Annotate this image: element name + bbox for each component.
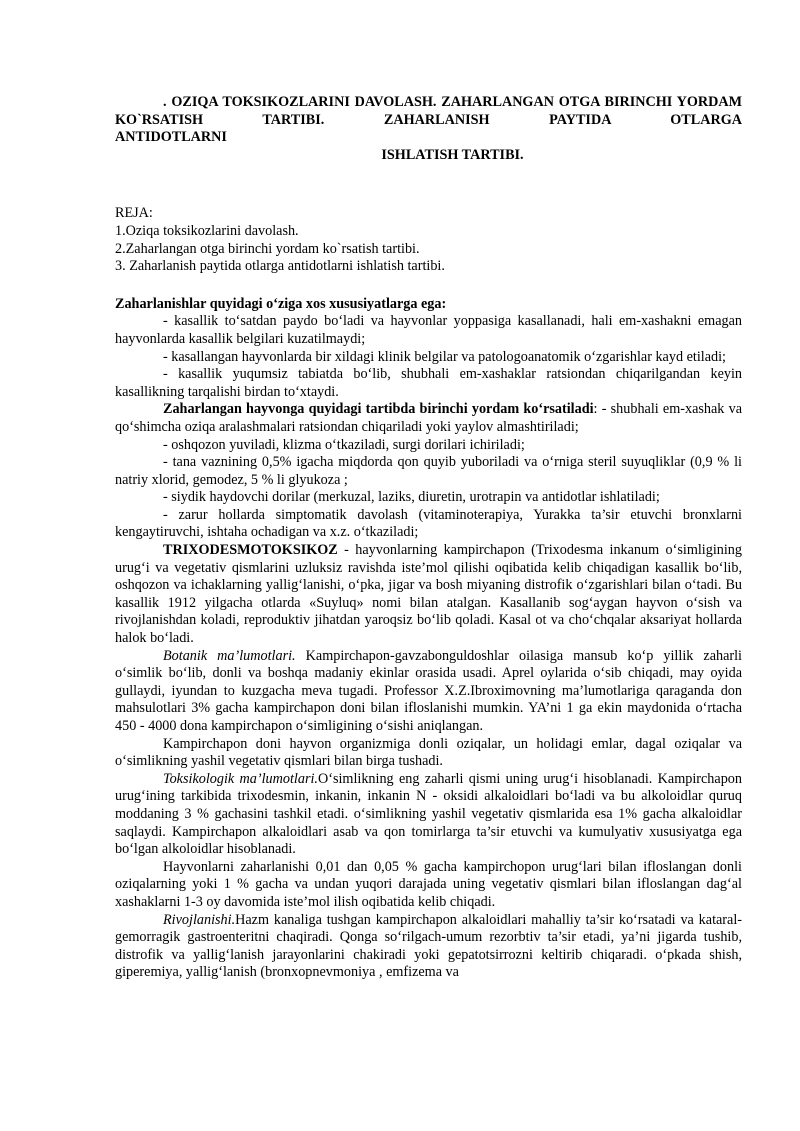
plan-item: 3. Zaharlanish paytida otlarga antidotlarni ishlatish tartibi. bbox=[115, 258, 445, 275]
toxicology-paragraph bbox=[115, 771, 742, 859]
document-title-line2: ANTIDOTLARNI bbox=[115, 129, 227, 146]
document-page bbox=[115, 94, 742, 982]
toxicology-text: O‘simlikning eng zaharli qismi uning urug‘i hisoblanadi. Kampirchapon urug‘ining tarkibida trixodesmin, inkanin, inkanin N - oksidi alkaloidlari bo‘ladi va bu alkoloidlar quruq moddaning 3 % gachasini tashkil etadi. o‘simlikning yashil vegetativ qismlarida esa 1% gacha alkaloidlar saqlaydi. Kampirchapon alkaloidlari asab va qon tomirlarga ta’sir etuvchi va kumulyativ xususiyatga ega bo‘lgan alkoloidlar hisoblanadi. bbox=[115, 770, 742, 858]
plan-heading: REJA: bbox=[115, 205, 153, 222]
feature-item: - kasallik to‘satdan paydo bo‘ladi va hayvonlar yoppasiga kasallanadi, hali em-xashakni emagan hayvonlarda kasallik belgilari kuzatilmaydi; bbox=[115, 313, 742, 347]
first-aid-text: : - shubhali em-xashak va qo‘shimcha oziqa aralashmalari ratsiondan chiqariladi yoki yaylov almashtiriladi; bbox=[115, 401, 742, 435]
trixodesmotoksikoz-term: TRIXODESMOTOKSIKOZ bbox=[163, 542, 338, 559]
document-title-line3: ISHLATISH TARTIBI. bbox=[381, 146, 524, 163]
section-heading: Zaharlanishlar quyidagi o‘ziga xos xususiyatlarga ega: bbox=[115, 295, 447, 312]
pathogenesis-heading: Rivojlanishi. bbox=[163, 911, 236, 928]
first-aid-item: - zarur hollarda simptomatik davolash (vitaminoterapiya, Yurakka ta’sir etuvchi bronxlarni kengaytiruvchi, ishtaha ochadigan va x.z. o‘tkaziladi; bbox=[115, 506, 742, 541]
plan-item: 1.Oziqa toksikozlarini davolash. bbox=[115, 222, 299, 239]
first-aid-paragraph bbox=[115, 401, 742, 436]
first-aid-item: - oshqozon yuviladi, klizma o‘tkaziladi, surgi dorilari ichiriladi; bbox=[163, 436, 525, 453]
botanical-text: Kampirchapon-gavzabonguldoshlar oilasiga mansub ko‘p yillik zaharli o‘simlik bo‘lib, donli va boshqa madaniy ekinlar orasida usadi. Aprel oylarida o‘sib chiqadi, may oyida gullaydi, iyundan to kuzgacha meva tugadi. Professor X.Z.Ibroximovning ma’lumotlariga qaraganda don mahsulotlari 3% gacha kampirchapon doni bilan ifloslanishi mumkin. YA’ni 1 ga ekin maydonida o‘rtacha 450 - 4000 dona kampirchapon o‘simligining o‘sishi aniqlangan. bbox=[115, 647, 742, 734]
toxicology-heading: Toksikologik ma’lumotlari. bbox=[163, 770, 318, 787]
feature-item: - kasallangan hayvonlarda bir xildagi klinik belgilar va patologoanatomik o‘zgarishlar kayd etiladi; bbox=[163, 348, 726, 365]
trixodesmotoksikoz-text: - hayvonlarning kampirchapon (Trixodesma inkanum o‘simligining urug‘i va vegetativ qismlarini uzluksiz ravishda iste’mol qilishi oqibatida kelib chiqadigan kasallik bo‘lib, oshqozon va ichaklarning yallig‘lanishi, o‘pka, jigar va bosh miyaning distrofik o‘zgarishlari bilan o‘tadi. Bu kasallik 1912 yilgacha otlarda «Suyluq» nomi bilan atalgan. Kasallanib sog‘aygan hayvon o‘sish va rivojlanishdan koladi, reproduktiv jihatdan yaroqsiz bo‘lib qoladi. Kasal ot va cho‘chqalar aksariyat hollarda halok bo‘ladi. bbox=[115, 542, 742, 647]
feature-item: - kasallik yuqumsiz tabiatda bo‘lib, shubhali em-xashaklar ratsiondan chiqarilgandan keyin kasallikning tarqalishi birdan to‘xtaydi. bbox=[115, 366, 742, 400]
pathogenesis-text: Hazm kanaliga tushgan kampirchapon alkaloidlari mahalliy ta’sir ko‘rsatadi va kataral-gemorragik gastroenteritni chaqiradi. Qonga so‘rilgach-umum rezorbtiv ta’sir etadi, ya’ni jigarda tushib, distrofik va yallig‘lanish jarayonlarini chakiradi yoki gepatotsirrozni keltirib chiqaradi. o‘pkada shish, giperemiya, yallig‘lanish (bronxopnevmoniya , emfizema va bbox=[115, 911, 742, 981]
first-aid-item: - siydik haydovchi dorilar (merkuzal, laziks, diuretin, urotrapin va antidotlar ishlatiladi; bbox=[163, 489, 660, 506]
plan-item: 2.Zaharlangan otga birinchi yordam ko`rsatish tartibi. bbox=[115, 240, 420, 257]
kampirchapon-paragraph: Kampirchapon doni hayvon organizmiga donli oziqalar, un holidagi emlar, dagal oziqalar va o‘simlikning yashil vegetativ qismlari bilan birga tushadi. bbox=[115, 735, 742, 770]
trixodesmotoksikoz-paragraph bbox=[115, 542, 742, 648]
document-title: . OZIQA TOKSIKOZLARINI DAVOLASH. ZAHARLANGAN OTGA BIRINCHI YORDAM KO`RSATISH TARTIBI. ZAHARLANISH PAYTIDA OTLARGA bbox=[115, 94, 742, 128]
poisoning-paragraph: Hayvonlarni zaharlanishi 0,01 dan 0,05 % gacha kampirchopon urug‘lari bilan ifloslangan donli oziqalarning yoki 1 % gacha va undan yuqori darajada uning vegetativ qismlari bilan ifloslangan dag‘al xashaklarni 1-3 oy davomida iste’mol ilish oqibatida kelib chiqadi. bbox=[115, 858, 742, 910]
botanical-heading: Botanik ma’lumotlari. bbox=[163, 647, 296, 664]
first-aid-item: - tana vaznining 0,5% igacha miqdorda qon quyib yuboriladi va o‘rniga steril suyuqliklar (0,9 % li natriy xlorid, gemodez, 5 % li glyukoza ; bbox=[115, 454, 742, 488]
botanical-paragraph bbox=[115, 648, 742, 736]
first-aid-heading: Zaharlangan hayvonga quyidagi tartibda birinchi yordam ko‘rsatiladi bbox=[163, 401, 594, 418]
pathogenesis-paragraph bbox=[115, 912, 742, 982]
